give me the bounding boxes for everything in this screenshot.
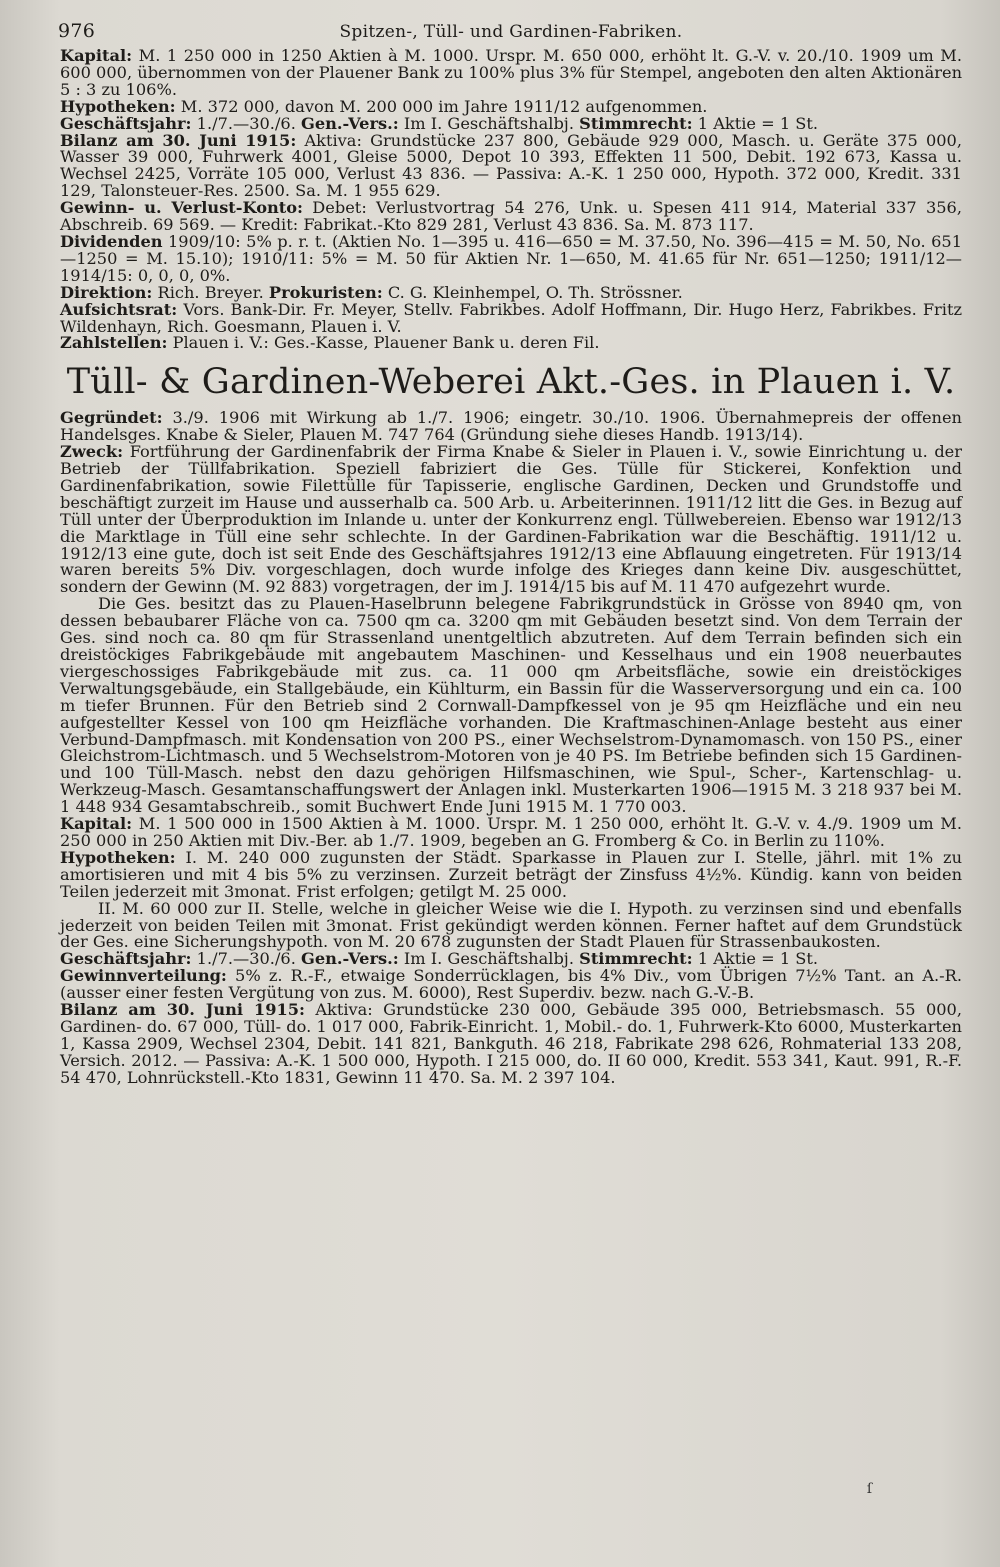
entry-label: Dividenden: [60, 231, 163, 251]
entry-text: 5% z. R.-F., etwaige Sonderrücklagen, bis 4% Div., vom Übrigen 7½% Tant. an A.-R. (ausser einer festen Vergütung von zus. M. 6000), Rest Superdiv. bezw. nach G.-V.-B.: [60, 966, 962, 1003]
entry-label: Direktion:: [60, 282, 153, 302]
entry-text: 1 Aktie = 1 St.: [692, 113, 818, 133]
entry-label: Kapital:: [60, 46, 133, 65]
entry-text: Aktiva: Grundstücke 237 800, Gebäude 929 000, Masch. u. Geräte 375 000, Wasser 39 000, Fuhrwerk 4001, Gleise 5000, Depot 10 393, Effekten 11 500, Debit. 192 673, Kassa u. Wechsel 2425, Vorräte 105 000, Verlust 43 836. — Passiva: A.-K. 1 250 000, Hypoth. 372 000, Kredit. 331 129, Talonsteuer-Res. 2500. Sa. M. 1 955 629.: [60, 130, 962, 201]
entry-label: Hypotheken:: [60, 96, 176, 116]
entry-label: Gen.-Vers.:: [301, 113, 399, 133]
entry-label: Zweck:: [60, 442, 124, 462]
entry-text: 1909/10: 5% p. r. t. (Aktien No. 1—395 u. 416—650 = M. 37.50, No. 396—415 = M. 50, No. 651—1250 = M. 15.10); 1910/11: 5% = M. 50 für Aktien Nr. 1—650, M. 41.65 für Nr. 651—1250; 1911/12—1914/15: 0, 0, 0, 0%.: [60, 231, 962, 285]
entry-text: Rich. Breyer.: [152, 282, 269, 302]
entry-text: 1./7.—30./6.: [191, 949, 301, 969]
entry-label: Geschäftsjahr:: [60, 113, 192, 133]
entry-text: 3./9. 1906 mit Wirkung ab 1./7. 1906; eingetr. 30./10. 1906. Übernahmepreis der offenen Handelsges. Knabe & Sieler, Plauen M. 747 764 (Gründung siehe dieses Handb. 1913/14).: [60, 408, 962, 445]
running-title: Spitzen-, Tüll- und Gardinen-Fabriken.: [339, 22, 683, 42]
entry-paragraph: [60, 299, 962, 336]
entry-text: Plauen i. V.: Ges.-Kasse, Plauener Bank u. deren Fil.: [167, 333, 600, 353]
entry-text: Im I. Geschäftshalbj.: [398, 113, 580, 133]
entry-label: Kapital:: [60, 814, 133, 834]
entry-label: Bilanz am 30. Juni 1915:: [60, 1000, 305, 1020]
entry-text: Die Ges. besitzt das zu Plauen-Haselbrunn belegene Fabrikgrundstück in Grösse von 8940 qm, von dessen bebaubarer Fläche von ca. 7500 qm ca. 3200 qm mit Gebäuden besetzt sind. Von dem Terrain der Ges. sind noch ca. 80 qm für Strassenland unentgeltlich abzutreten. Auf dem Terrain befinden sich ein dreistöckiges Fabrikgebäude mit angebautem Maschinen- und Kesselhaus und ein 1908 neuerbautes viergeschossiges Fabrikgebäude mit zus. ca. 11 000 qm Arbeitsfläche, sowie ein dreistöckiges Verwaltungsgebäude, ein Stallgebäude, ein Kühlturm, ein Bassin für die Wasserversorgung und ein ca. 100 m tiefer Brunnen. Für den Betrieb sind 2 Cornwall-Dampfkessel von je 95 qm Heizfläche und ein neu aufgestellter Kessel von 100 qm Heizfläche vorhanden. Die Kraftmaschinen-Anlage besteht aus einer Verbund-Dampfmasch. mit Kondensation von 200 PS., einer Wechselstrom-Dynamomasch. von 150 PS., einer Gleichstrom-Lichtmasch. und 5 Wechselstrom-Motoren von je 40 PS. Im Betriebe befinden sich 15 Gardinen- und 100 Tüll-Masch. nebst den dazu gehörigen Hilfsmaschinen, wie Spul-, Scher-, Kartenschlag- u. Werkzeug-Masch. Gesamtanschaffungswert der Anlagen inkl. Musterkarten 1906—1915 M. 3 218 937 bei M. 1 448 934 Gesamtabschreib., somit Buchwert Ende Juni 1915 M. 1 770 003.: [60, 594, 962, 817]
entry-text: II. M. 60 000 zur II. Stelle, welche in gleicher Weise wie die I. Hypoth. zu verzinsen sind und ebenfalls jederzeit von beiden Teilen mit 3monat. Frist gekündigt werden können. Ferner haftet auf dem Grundstück der Ges. eine Sicherungshypoth. von M. 20 678 zugunsten der Stadt Plauen für Strassenbaukosten.: [60, 898, 962, 952]
entry-text: I. M. 240 000 zugunsten der Städt. Sparkasse in Plauen zur I. Stelle, jährl. mit 1% zu amortisieren und mit 4 bis 5% zu verzinsen. Zurzeit beträgt der Zinsfuss 4½%. Kündig. kann von beiden Teilen jederzeit mit 3monat. Frist erfolgen; getilgt M. 25 000.: [60, 847, 962, 901]
entry-text: Aktiva: Grundstücke 230 000, Gebäude 395 000, Betriebsmasch. 55 000, Gardinen- do. 67 000, Tüll- do. 1 017 000, Fabrik-Einricht. 1, Mobil.- do. 1, Fuhrwerk-Kto 6000, Musterkarten 1, Kassa 2909, Wechsel 2304, Debit. 141 821, Bankguth. 46 218, Fabrikate 298 626, Rohmaterial 133 208, Versich. 2012. — Passiva: A.-K. 1 500 000, Hypoth. I 215 000, do. II 60 000, Kredit. 553 341, Kaut. 991, R.-F. 54 470, Lohnrückstell.-Kto 1831, Gewinn 11 470. Sa. M. 2 397 104.: [60, 1000, 962, 1087]
second-company-entries: [60, 410, 962, 1086]
entry-label: Aufsichtsrat:: [60, 299, 178, 319]
entry-paragraph: [60, 968, 962, 1002]
entry-paragraph: [60, 130, 962, 201]
entry-paragraph: [60, 1002, 962, 1087]
entry-paragraph: [60, 444, 962, 596]
entry-text: 1 Aktie = 1 St.: [692, 949, 818, 969]
page-number: 976: [58, 20, 96, 42]
first-company-entries: [60, 48, 962, 352]
end-mark: ſ: [866, 1481, 872, 1497]
entry-text: Vors. Bank-Dir. Fr. Meyer, Stellv. Fabrikbes. Adolf Hoffmann, Dir. Hugo Herz, Fabrikbes. Fritz Wildenhayn, Rich. Goesmann, Plauen i. V.: [60, 299, 962, 336]
running-header: [60, 14, 962, 48]
entry-paragraph: [60, 231, 962, 285]
entry-text: Debet: Verlustvortrag 54 276, Unk. u. Spesen 411 914, Material 337 356, Abschreib. 69 569. — Kredit: Fabrikat.-Kto 829 281, Verlust 43 836. Sa. M. 873 117.: [60, 198, 963, 235]
entry-label: Stimmrecht:: [579, 949, 693, 969]
entry-paragraph: [60, 410, 962, 444]
entry-label: Hypotheken:: [60, 847, 176, 867]
entry-paragraph: [60, 335, 962, 352]
entry-label: Zahlstellen:: [60, 333, 168, 353]
company-heading: Tüll- & Gardinen-Weberei Akt.-Ges. in Plauen i. V.: [66, 362, 956, 403]
entry-paragraph: [60, 898, 962, 952]
entry-label: Gewinn- u. Verlust-Konto:: [60, 198, 304, 218]
entry-text: Im I. Geschäftshalbj.: [398, 949, 580, 969]
entry-paragraph: [60, 48, 962, 99]
entry-text: Fortführung der Gardinenfabrik der Firma Knabe & Sieler in Plauen i. V., sowie Einrichtung u. der Betrieb der Tüllfabrikation. Speziell fabriziert die Ges. Tülle für Stickerei, Konfektion und Gardinenfabrikation, sowie Filettülle für Tapisserie, englische Gardinen, Decken und Grundstoffe und beschäftigt zurzeit im Hause und ausserhalb ca. 500 Arb. u. Arbeiterinnen. 1911/12 litt die Ges. in Bezug auf Tüll unter der Überproduktion im Inlande u. unter der Konkurrenz engl. Tüllwebereien. Ebenso war 1912/13 die Marktlage in Tüll eine sehr schlechte. In der Gardinen-Fabrikation war die Beschäftig. 1911/12 u. 1912/13 eine gute, doch ist seit Ende des Geschäftsjahres 1912/13 eine Abflauung eingetreten. Für 1913/14 waren bereits 5% Div. vorgeschlagen, doch wurde infolge des Krieges dann keine Div. ausgeschüttet, sondern der Gewinn (M. 92 883) vorgetragen, der im J. 1914/15 bis auf M. 11 470 aufgezehrt wurde.: [60, 442, 962, 597]
entry-text: M. 372 000, davon M. 200 000 im Jahre 1911/12 aufgenommen.: [175, 96, 708, 116]
entry-label: Geschäftsjahr:: [60, 949, 192, 969]
entry-text: M. 1 250 000 in 1250 Aktien à M. 1000. Urspr. M. 650 000, erhöht lt. G.-V. v. 20./10. 1909 um M. 600 000, übernommen von der Plauener Bank zu 100% plus 3% für Stempel, angeboten den alten Aktionären 5 : 3 zu 106%.: [60, 46, 962, 99]
entry-label: Gegründet:: [60, 408, 163, 428]
entry-label: Bilanz am 30. Juni 1915:: [60, 130, 297, 150]
entry-paragraph: [60, 596, 962, 816]
entry-label: Prokuristen:: [268, 282, 383, 302]
entry-paragraph: [60, 200, 962, 234]
entry-label: Stimmrecht:: [579, 113, 693, 133]
entry-paragraph: [60, 847, 962, 901]
entry-text: C. G. Kleinhempel, O. Th. Strössner.: [382, 282, 683, 302]
entry-paragraph: [60, 816, 962, 850]
entry-label: Gewinnverteilung:: [60, 966, 227, 986]
entry-text: 1./7.—30./6.: [191, 113, 301, 133]
entry-text: M. 1 500 000 in 1500 Aktien à M. 1000. Urspr. M. 1 250 000, erhöht lt. G.-V. v. 4./9. 1909 um M. 250 000 in 250 Aktien mit Div.-Ber. ab 1./7. 1909, begeben an G. Fromberg & Co. in Berlin zu 110%.: [60, 814, 962, 850]
entry-label: Gen.-Vers.:: [301, 949, 399, 969]
